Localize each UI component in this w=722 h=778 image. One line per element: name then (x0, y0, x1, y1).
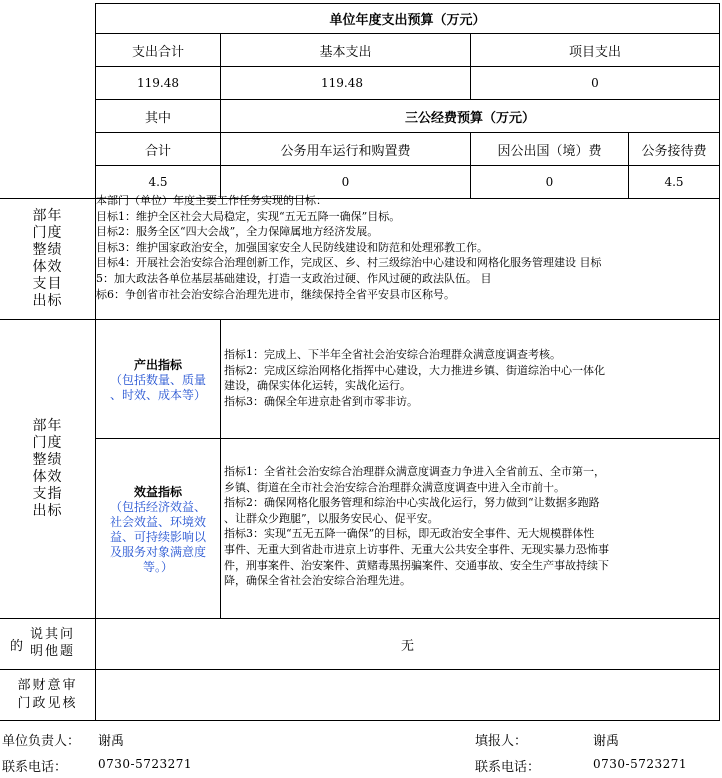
goal-line: 5：加大政法各单位基层基础建设，打造一支政治过硬、作风过硬的政法队伍。 目 (96, 271, 492, 285)
goal-line: 目标4：开展社会治安综合治理创新工作，完成区、乡、村三级综治中心建设和网格化服务管理建设 目标 (96, 256, 602, 270)
other-label-left: 的 (10, 639, 24, 654)
other-value: 无 (400, 638, 414, 654)
budget-header-total: 支出合计 (96, 34, 221, 67)
sangong-header-car: 公务用车运行和购置费 (221, 133, 471, 166)
sangong-title: 三公经费预算（万元） (221, 100, 719, 133)
goal-line: 目标1：维护全区社会大局稳定，实现“五无五降一确保”目标。 (96, 209, 401, 223)
goal-line: 本部门（单位）年度主要工作任务实现的目标： (96, 194, 327, 207)
output-indicator-title: 产出指标 (133, 357, 182, 372)
effect-indicator-desc: （包括经济效益、 社会效益、环境效 益、可持续影响以 及服务对象满意度 等。） (109, 499, 206, 574)
goal-line: 目标3：维护国家政治安全，加强国家安全人民防线建设和防范和处理邪教工作。 (96, 240, 488, 254)
other-label (0, 619, 95, 669)
goals-label: 部年 门度 整绩 体效 支目 出标 (32, 208, 63, 309)
goal-line: 标6：争创省市社会治安综合治理先进市，继续保持全省平安县市区称号。 (96, 287, 455, 301)
sangong-header-reception: 公务接待费 (629, 133, 719, 166)
sangong-header-total: 合计 (96, 133, 221, 166)
filler-label: 填报人： (475, 734, 528, 749)
output-indicator-cell (96, 320, 220, 438)
budget-value-basic: 119.48 (221, 67, 471, 100)
output-indicator-text: 指标1：完成上、下半年全省社会治安综合治理群众满意度调查考核。 指标2：完成区综治网格化指挥中心建设，大力推进乡镇、街道综治中心一体化 建设，确保实体化运转，实战化运行。 指标3：确保全年进京赴省到市零非访。 (224, 348, 605, 408)
effect-indicator-text: 指标1：全省社会治安综合治理群众满意度调查力争进入全省前五、全市第一， 乡镇、街道在全市社会治安综合治理群众满意度调查中进入全市前十。 指标2：确保网格化服务管理和综治中心实战化运行，努力做到“让数据多跑路 、让群众少跑腿”，以服务安民心、促平安。 指标3：实现“五无五降一确保”的目标，即无政治安全事件、无大规模群体性 事件、无重大到省赴市进京上访事件、无重大公共安全事件、无现实暴力恐怖事 件，刑事案件、治安案件、黄赌毒黑拐骗案件、交通事故、安全生产事故持续下 降，确保全省社会治安综合治理先进。 (224, 465, 609, 588)
table-frame (719, 3, 720, 720)
review-label: 部财意审 门政见核 (17, 678, 78, 711)
budget-title: 单位年度支出预算（万元） (96, 4, 719, 34)
budget-value-project: 0 (471, 67, 719, 100)
leader-label: 单位负责人： (2, 734, 81, 749)
phone-right: 0730-5723271 (593, 757, 688, 771)
other-label-right: 说其问 明他题 (30, 627, 76, 659)
effect-indicator-title: 效益指标 (133, 484, 182, 499)
sangong-header-abroad: 因公出国（境）费 (471, 133, 629, 166)
sangong-value-total: 4.5 (96, 166, 221, 198)
indicators-divider (220, 320, 221, 618)
output-indicator-desc: （包括数量、质量 、时效、成本等） (109, 372, 206, 402)
sangong-value-abroad: 0 (471, 166, 629, 198)
goals-text (96, 193, 716, 319)
phone-left: 0730-5723271 (98, 757, 193, 771)
sangong-value-car: 0 (221, 166, 471, 198)
sangong-value-reception: 4.5 (664, 175, 684, 189)
phone-label-right: 联系电话： (475, 760, 541, 775)
goal-line: 目标2：服务全区“四大会战”，全力保障属地方经济发展。 (96, 225, 379, 239)
effect-indicator-cell (96, 439, 220, 618)
qizhong-label: 其中 (96, 100, 221, 133)
budget-header-basic: 基本支出 (221, 34, 471, 67)
budget-value-total: 119.48 (96, 67, 221, 100)
budget-header-project: 项目支出 (471, 34, 719, 67)
indicators-label: 部年 门度 整绩 体效 支指 出标 (32, 418, 63, 519)
leader-name: 谢禹 (98, 734, 125, 749)
table-frame (0, 720, 720, 721)
phone-label-left: 联系电话： (2, 760, 68, 775)
filler-name: 谢禹 (593, 734, 620, 749)
review-value (96, 670, 719, 720)
